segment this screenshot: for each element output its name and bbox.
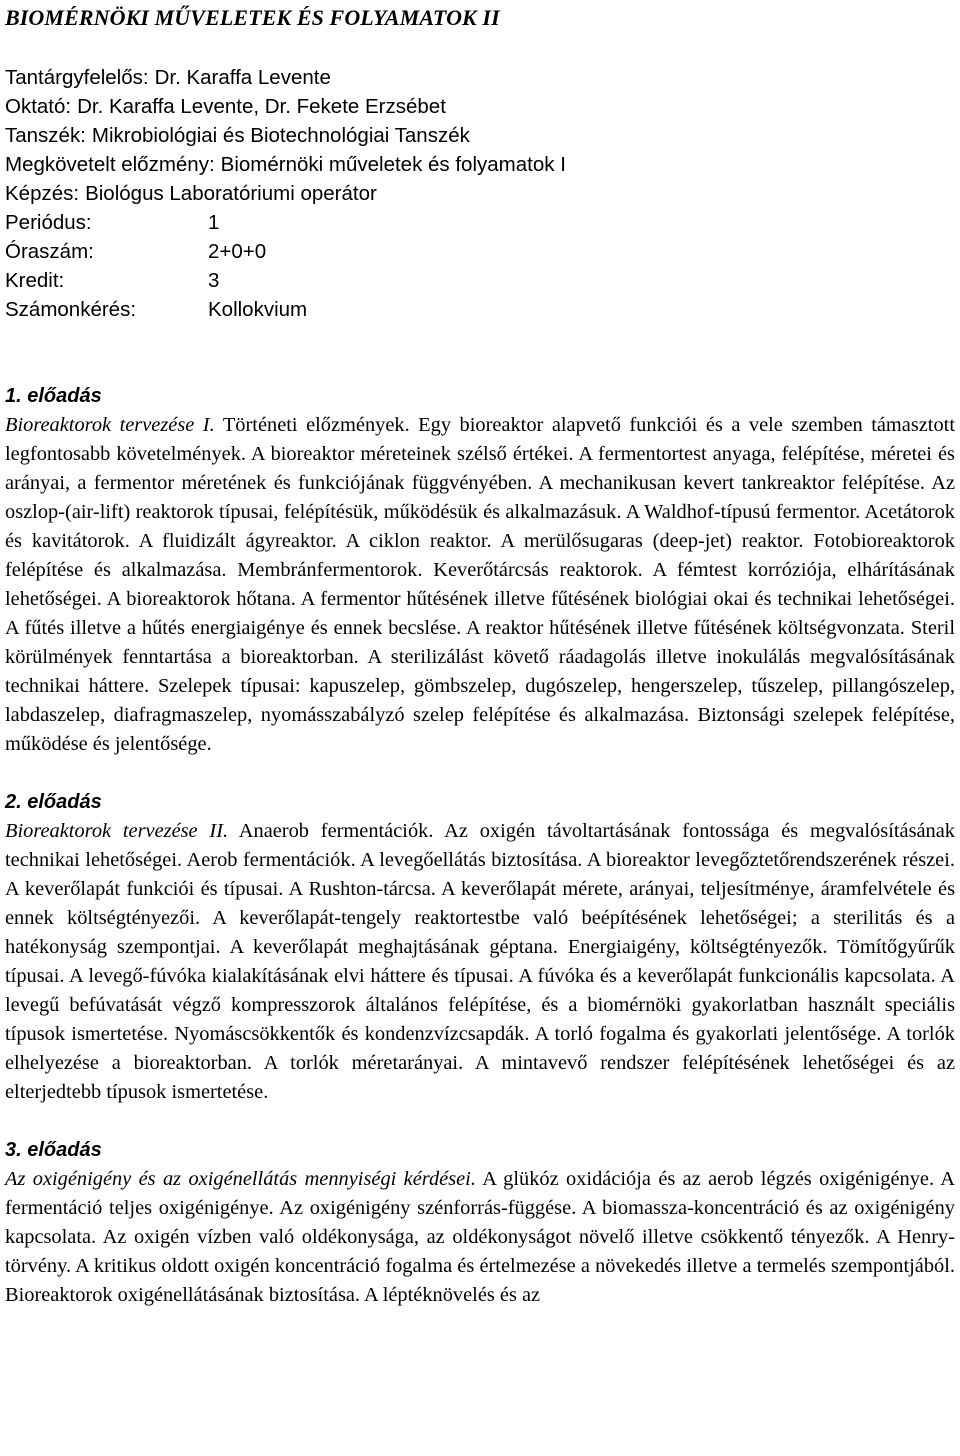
lecture-text: [5, 411, 955, 759]
lecture-heading: 2. előadás: [5, 791, 102, 813]
lecture-topic: Bioreaktorok tervezése I.: [5, 414, 215, 436]
info-period-label: Periódus:: [5, 211, 92, 234]
info-exam: [5, 295, 566, 324]
info-responsible: [5, 63, 566, 92]
lecture-body: Anaerob fermentációk. Az oxigén távoltartásának fontossága és megvalósításának technikai lehetőségei. Aerob fermentációk. A levegőellátás biztosítása. A bioreaktor levegőztetőrendszerének részei. A keverőlapát funkciói és típusai. A Rushton-tárcsa. A keverőlapát mérete, arányai, teljesítménye, áramfelvétele és ennek költségtényezői. A keverőlapát-tengely reaktortestbe való beépítésének lehetőségei; a sterilitás és a hatékonyság szempontjai. A keverőlapát meghajtásának géptana. Energiaigény, költségtényezők. Tömítőgyűrűk típusai. A levegő-fúvóka kialakításának elvi háttere és típusai. A fúvóka és a keverőlapát funkcionális kapcsolata. A levegű befúvatását végző kompresszorok általános felépítése, és a biomérnöki gyakorlatban használt speciális típusok ismertetése. Nyomáscsökkentők és kondenzvízcsapdák. A torló fogalma és gyakorlati jelentősége. A torlók elhelyezése a bioreaktorban. A torlók méretarányai. A mintavevő rendszer felépítésének lehetőségei és az elterjedtebb típusok ismertetése.: [5, 820, 955, 1103]
lecture-2: [5, 788, 955, 1107]
info-lecturer-value: Dr. Karaffa Levente, Dr. Fekete Erzsébet: [77, 95, 446, 118]
info-hours-value: 2+0+0: [208, 240, 267, 263]
info-department-value: Mikrobiológiai és Biotechnológiai Tanszék: [91, 124, 470, 147]
info-credit: [5, 266, 566, 295]
info-hours-label: Óraszám:: [5, 240, 94, 263]
lecture-body: A glükóz oxidációja és az aerob légzés oxigénigénye. A fermentáció teljes oxigénigénye. Az oxigénigény szénforrás-függése. A biomassza-koncentráció és az oxigénigény kapcsolata. Az oxigén vízben való oldékonysága, az oldékonyságot növelő illetve csökkentő tényezők. A Henry-törvény. A kritikus oldott oxigén koncentráció fogalma és értelmezése a növekedés illetve a termelés szempontjából. Bioreaktorok oxigénellátásának biztosítása. A léptéknövelés és az: [5, 1168, 956, 1306]
info-prerequisite: [5, 150, 566, 179]
info-training: [5, 179, 566, 208]
info-period: [5, 208, 566, 237]
info-responsible-value: Dr. Karaffa Levente: [154, 66, 331, 89]
info-lecturer: [5, 92, 566, 121]
info-credit-label: Kredit:: [5, 269, 65, 292]
lecture-topic: Bioreaktorok tervezése II.: [5, 820, 229, 842]
info-training-value: Biológus Laboratóriumi operátor: [85, 182, 377, 205]
info-hours: [5, 237, 566, 266]
info-department-label: Tanszék:: [5, 124, 86, 147]
lecture-text: [5, 817, 955, 1107]
lecture-topic: Az oxigénigény és az oxigénellátás mennyiségi kérdései.: [5, 1168, 476, 1190]
info-training-label: Képzés:: [5, 182, 80, 205]
lecture-1: [5, 382, 955, 759]
info-exam-value: Kollokvium: [208, 298, 308, 321]
lecture-text: [5, 1165, 955, 1310]
info-period-value: 1: [208, 211, 220, 234]
document-title: BIOMÉRNÖKI MŰVELETEK ÉS FOLYAMATOK II: [5, 5, 500, 30]
lecture-body: Történeti előzmények. Egy bioreaktor alapvető funkciói és a vele szemben támasztott legfontosabb követelmények. A bioreaktor méreteinek szélső értékei. A fermentortest anyaga, felépítése, méretei és arányai, a fermentor méretének és funkciójának függvényében. A mechanikusan kevert tankreaktor felépítése. Az oszlop-(air-lift) reaktorok típusai, felépítésük, működésük és alkalmazásuk. A Waldhof-típusú fermentor. Acetátorok és kavitátorok. A fluidizált ágyreaktor. A ciklon reaktor. A merülősugaras (deep-jet) reaktor. Fotobioreaktorok felépítése és alkalmazása. Membránfermentorok. Keverőtárcsás reaktorok. A fémtest korróziója, elhárításának lehetőségei. A bioreaktorok hőtana. A fermentor hűtésének illetve fűtésének biológiai okai és technikai lehetőségei. A fűtés illetve a hűtés energiaigénye és ennek becslése. A reaktor hűtésének illetve fűtésének költségvonzata. Steril körülmények fenntartása a bioreaktorban. A sterilizálást követő ráadagolás illetve inokulálás megvalósításának technikai háttere. Szelepek típusai: kapuszelep, gömbszelep, dugószelep, hengerszelep, tűszelep, pillangószelep, labdaszelep, diafragmaszelep, nyomásszabályzó szelep felépítése és alkalmazása. Biztonsági szelepek felépítése, működése és jelentősége.: [5, 414, 955, 755]
info-prerequisite-value: Biomérnöki műveletek és folyamatok I: [220, 153, 566, 176]
info-responsible-label: Tantárgyfelelős:: [5, 66, 149, 89]
lecture-heading: 3. előadás: [5, 1139, 102, 1161]
lecture-list: [5, 382, 955, 1339]
info-credit-value: 3: [208, 269, 220, 292]
info-exam-label: Számonkérés:: [5, 298, 137, 321]
course-info: [5, 63, 566, 324]
lecture-heading: 1. előadás: [5, 385, 102, 407]
lecture-3: [5, 1136, 955, 1310]
info-department: [5, 121, 566, 150]
info-lecturer-label: Oktató:: [5, 95, 72, 118]
info-prerequisite-label: Megkövetelt előzmény:: [5, 153, 215, 176]
